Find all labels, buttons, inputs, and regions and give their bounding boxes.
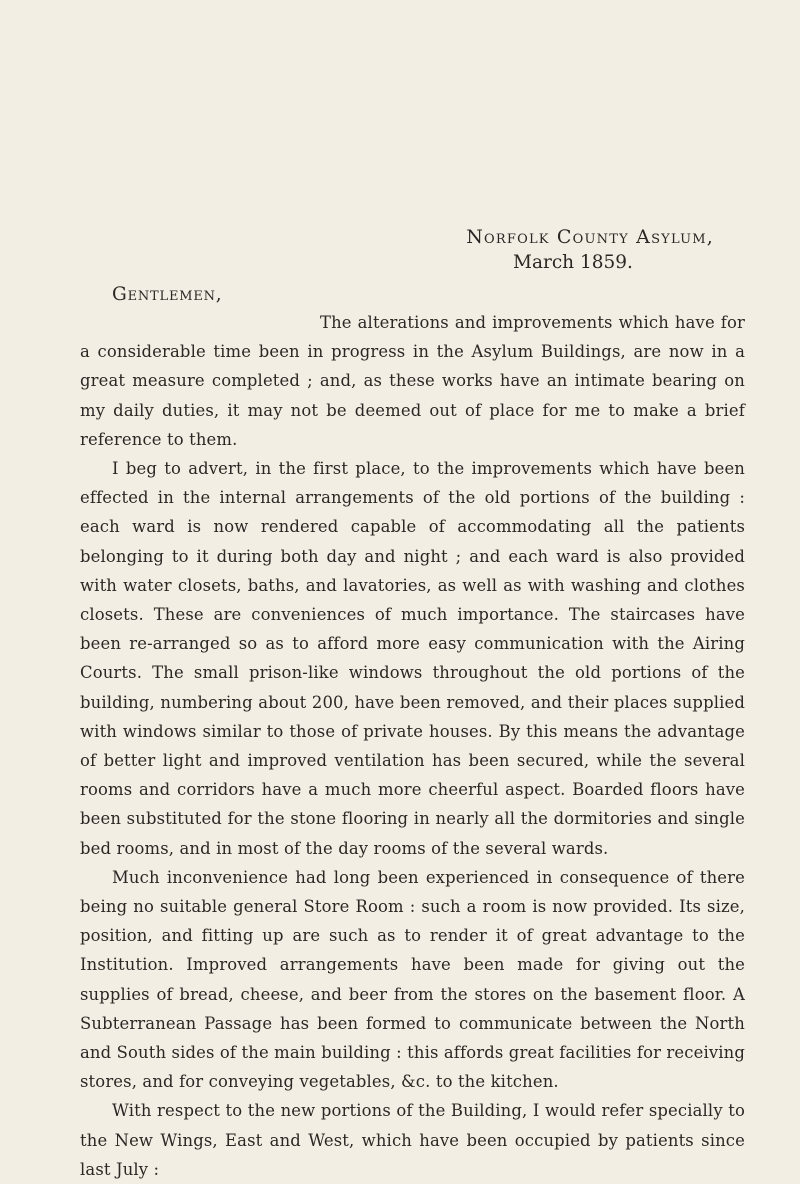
paragraph-4: With respect to the new portions of the Building, I would refer specially to the New Wings, East and West, which have been occupied by patients since last July : [80,1101,745,1179]
letter-heading: Norfolk County Asylum, [466,226,714,248]
paragraph-1: The alterations and improvements which have for a considerable time been in progress in the Asylum Buildings, are now in a great measure completed ; and, as these works have an intimate bearing on my daily duties, it may not be deemed out of place for me to make a brief reference to them. [80,313,745,449]
letter-date: March 1859. [513,252,633,273]
salutation: Gentlemen, [112,284,223,305]
paragraph-2: I beg to advert, in the first place, to the improvements which have been effected in the internal arrangements of the old portions of the building : each ward is now rendered capable of accommodating all the patients belonging to it during both day and night ; and each ward is also provided with water closets, baths, and lavatories, as well as with washing and clothes closets. These are conveniences of much importance. The staircases have been re-arranged so as to afford more easy communication with the Airing Courts. The small prison-like windows throughout the old portions of the building, numbering about 200, have been removed, and their places supplied with windows similar to those of private houses. By this means the advantage of better light and improved ventilation has been secured, while the several rooms and corridors have a much more cheerful aspect. Boarded floors have been substituted for the stone flooring in nearly all the dormitories and single bed rooms, and in most of the day rooms of the several wards. [80,459,745,858]
paragraph-3: Much inconvenience had long been experienced in consequence of there being no suitable general Store Room : such a room is now provided. Its size, position, and fitting up are such as to render it of great advantage to the Institution. Improved arrangements have been made for giving out the supplies of bread, cheese, and beer from the stores on the basement floor. A Subterranean Passage has been formed to communicate between the North and South sides of the main building : this affords great facilities for receiving stores, and for conveying vegetables, &c. to the kitchen. [80,867,745,1092]
letter-body [80,308,745,1184]
